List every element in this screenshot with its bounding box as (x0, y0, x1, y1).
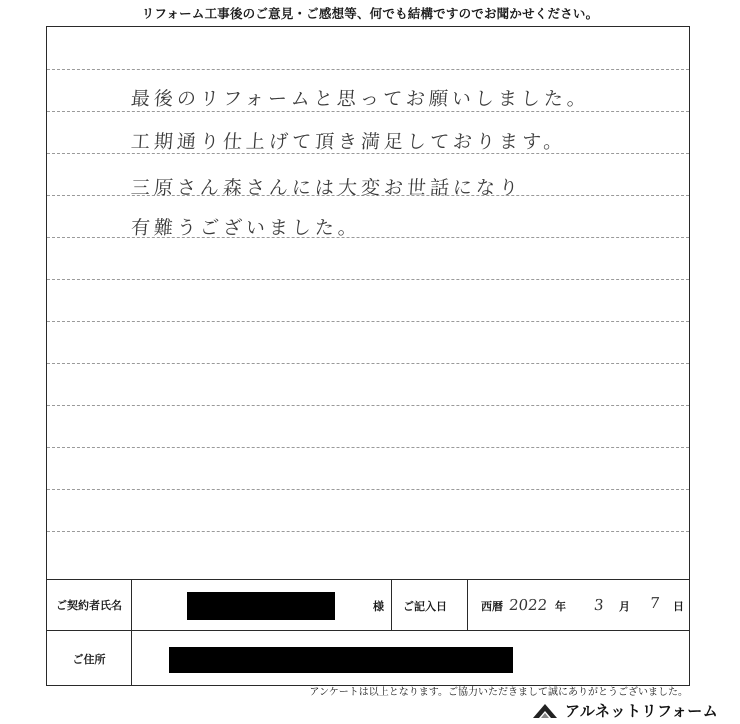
logo-mark-icon (531, 702, 559, 720)
cell-divider (131, 631, 132, 686)
day-unit: 日 (673, 600, 684, 613)
survey-header: リフォーム工事後のご意見・ご感想等、何でも結構ですのでお聞かせください。 (141, 6, 599, 21)
handwritten-line-3: 三原さん森さんには大変お世話になり (130, 177, 523, 199)
address-row (47, 631, 689, 686)
logo-text: アルネットリフォーム (565, 702, 719, 720)
redacted-name (187, 592, 335, 620)
comment-sheet (46, 26, 690, 686)
month-value: 3 (593, 596, 605, 614)
handwritten-line-4: 有難うございました。 (130, 217, 362, 239)
company-logo (531, 700, 718, 721)
cell-divider (131, 580, 132, 630)
year-unit: 年 (555, 600, 566, 613)
handwritten-comment (47, 27, 689, 579)
cell-divider (467, 580, 468, 630)
month-unit: 月 (619, 600, 630, 613)
day-value: 7 (649, 594, 661, 612)
handwritten-line-1: 最後のリフォームと思ってお願いしました。 (130, 88, 591, 110)
handwritten-line-2: 工期通り仕上げて頂き満足しております。 (130, 131, 568, 153)
year-value: 2022 (508, 596, 549, 614)
name-date-row (47, 580, 689, 631)
footer-note: アンケートは以上となります。ご協力いただきまして誠にありがとうございました。 (309, 687, 688, 698)
date-label: ご記入日 (403, 600, 447, 613)
address-label: ご住所 (72, 652, 106, 666)
redacted-address (169, 647, 513, 673)
sama-label: 様 (373, 600, 384, 613)
customer-info-table (47, 579, 689, 686)
cell-divider (391, 580, 392, 630)
era-label: 西暦 (481, 600, 503, 613)
name-label: ご契約者氏名 (56, 599, 122, 612)
